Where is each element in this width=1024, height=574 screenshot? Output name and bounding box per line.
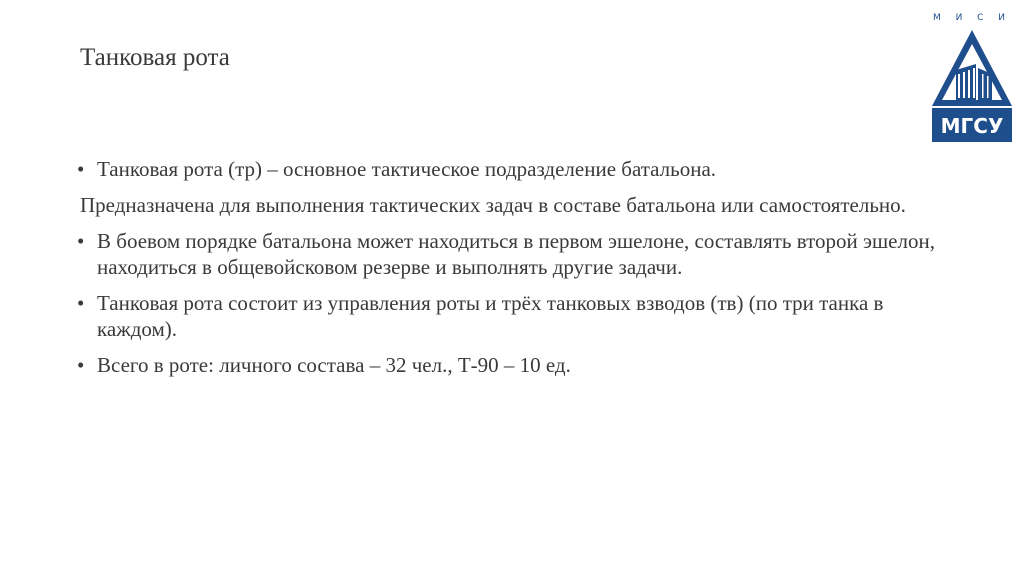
bullet-marker: • bbox=[77, 229, 85, 253]
logo-top-text: М И С И bbox=[932, 13, 1012, 23]
item-text: Всего в роте: личного состава – 32 чел., Т-90 – 10 ед. bbox=[97, 353, 571, 377]
bullet-item bbox=[77, 290, 957, 342]
bullet-marker: • bbox=[77, 353, 85, 377]
item-text: Предназначена для выполнения тактических задач в составе батальона или самостоятельно. bbox=[80, 193, 906, 217]
paragraph-item bbox=[80, 192, 957, 218]
bullet-item bbox=[77, 228, 957, 280]
bullet-item bbox=[77, 156, 957, 182]
bullet-marker: • bbox=[77, 157, 85, 181]
item-text: В боевом порядке батальона может находиться в первом эшелоне, составлять второй эшелон, находиться в общевойсковом резерве и выполнять другие задачи. bbox=[97, 229, 935, 279]
slide-body bbox=[77, 156, 957, 388]
item-text: Танковая рота состоит из управления роты и трёх танковых взводов (тв) (по три танка в каждом). bbox=[97, 291, 884, 341]
slide-title: Танковая рота bbox=[80, 44, 230, 71]
logo-bottom-text: МГСУ bbox=[940, 114, 1004, 138]
item-text: Танковая рота (тр) – основное тактическое подразделение батальона. bbox=[97, 157, 717, 181]
bullet-item bbox=[77, 352, 957, 378]
mgsu-logo bbox=[926, 8, 1018, 144]
bullet-marker: • bbox=[77, 291, 85, 315]
